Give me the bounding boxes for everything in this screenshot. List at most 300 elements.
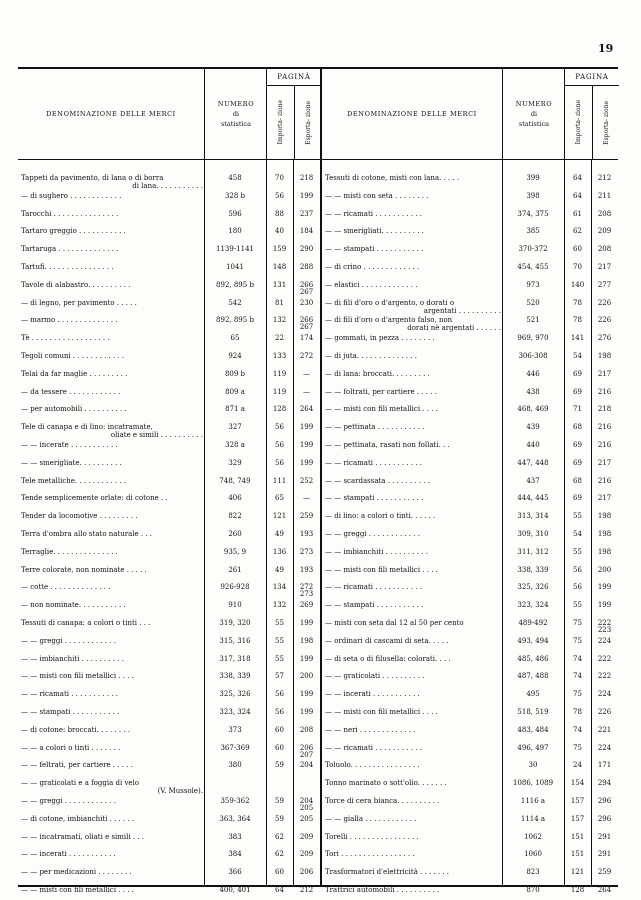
- statistic-number: 521: [526, 316, 540, 325]
- goods-name: — misti con seta dal 12 al 50 per cento: [325, 619, 464, 627]
- statistic-number: 458: [228, 174, 242, 182]
- goods-name: — — smerigliate. . . . . . . . . .: [21, 458, 122, 467]
- statistic-number: 323, 324: [219, 708, 251, 716]
- goods-name: — — stampati . . . . . . . . . . .: [325, 601, 424, 610]
- import-page: 56: [275, 191, 284, 200]
- statistic-number: 1114 a: [520, 814, 546, 823]
- goods-name: — — misti con seta . . . . . . . .: [325, 191, 429, 200]
- export-page: 198: [597, 547, 612, 556]
- import-page: 111: [272, 476, 287, 485]
- statistic-number: 468, 469: [517, 405, 549, 414]
- import-page: 132: [272, 601, 287, 610]
- goods-name: Tartufi. . . . . . . . . . . . . . . .: [21, 263, 114, 271]
- import-page: 59: [275, 814, 284, 823]
- import-page: 78: [573, 298, 582, 307]
- export-page: 174: [299, 334, 314, 343]
- export-page: 199: [299, 654, 314, 663]
- export-page: 288: [299, 263, 314, 271]
- import-page: 75: [573, 619, 582, 627]
- export-page: 209: [299, 850, 314, 859]
- statistic-number: 338, 339: [517, 565, 549, 574]
- statistic-number: 1060: [524, 850, 542, 859]
- export-page: 184: [299, 227, 314, 236]
- import-page: 78: [573, 316, 582, 325]
- goods-name: — — incerati . . . . . . . . . . .: [21, 850, 116, 859]
- page-header: PAGINA Importa- zione Esporta- zione: [564, 69, 619, 159]
- page-header: PAGINÀ Importa- zione Esporta- zione: [266, 69, 321, 159]
- import-page: 75: [573, 636, 582, 645]
- export-page: 217: [597, 369, 612, 378]
- import-page: 54: [573, 530, 582, 538]
- export-page: 217: [597, 458, 612, 467]
- export-page: 291: [597, 850, 612, 859]
- export-page: 200: [597, 565, 612, 574]
- export-page-2: 205: [299, 804, 314, 812]
- statistic-number: 1041: [226, 263, 244, 271]
- goods-name: Tegoli comuni . . . . . . . . . . . .: [21, 352, 125, 360]
- goods-name: — — ricamati . . . . . . . . . . .: [325, 743, 422, 752]
- statistic-number: 366: [228, 868, 242, 877]
- export-page: 294: [597, 779, 612, 788]
- import-page: 151: [570, 850, 585, 859]
- statistic-number: 823: [526, 868, 540, 877]
- goods-name: — — foltrati, per cartiere . . . . .: [325, 387, 437, 396]
- export-page: 198: [597, 352, 612, 360]
- export-page: 221: [597, 725, 612, 734]
- goods-name: — per automobili . . . . . . . . . .: [21, 405, 127, 414]
- statistic-number: 444, 445: [517, 494, 549, 503]
- goods-name: Tender da locomotive . . . . . . . . .: [21, 512, 138, 521]
- statistic-number: 385: [526, 227, 540, 236]
- export-page-2: 223: [597, 626, 612, 634]
- import-page: 121: [272, 512, 287, 521]
- export-page: 208: [597, 245, 612, 254]
- import-page: 62: [275, 850, 284, 859]
- statistic-number: 809 a: [225, 387, 245, 396]
- import-page: 68: [573, 476, 582, 485]
- statistic-number: 1139-1141: [216, 245, 254, 254]
- export-page: 266: [299, 316, 314, 325]
- statistic-number: 400, 401: [219, 886, 251, 894]
- import-page: 54: [573, 352, 582, 360]
- export-page: 277: [597, 280, 612, 289]
- goods-name: — — incerate . . . . . . . . . . .: [21, 441, 118, 449]
- statistic-number: 309, 310: [517, 530, 549, 538]
- export-page: 264: [597, 886, 612, 894]
- goods-name: Tessuti di cotone, misti con lana. . . . .: [325, 174, 460, 182]
- statistic-number: 542: [228, 298, 242, 307]
- goods-name: — — smerigliati. . . . . . . . . .: [325, 227, 424, 236]
- export-page: 218: [299, 174, 314, 182]
- statistic-number: 483, 484: [517, 725, 549, 734]
- import-page: 49: [275, 530, 284, 538]
- export-page: 226: [597, 298, 612, 307]
- export-page-2: 273: [299, 590, 314, 599]
- export-page-2: 207: [299, 750, 314, 759]
- export-page: 206: [299, 743, 314, 752]
- goods-name: — — incatramati, oliati e simili . . .: [21, 832, 144, 841]
- export-page: 259: [597, 868, 612, 877]
- import-header: Importa- zione: [575, 100, 582, 145]
- import-page: 60: [275, 743, 284, 752]
- export-page: 216: [597, 476, 612, 485]
- import-page: 55: [573, 601, 582, 610]
- goods-name: — — incerati . . . . . . . . . . .: [325, 690, 420, 699]
- export-page: 272: [299, 583, 314, 592]
- statistic-number: 311, 312: [517, 547, 549, 556]
- import-page: 74: [573, 672, 582, 681]
- export-page: 272: [299, 352, 314, 360]
- import-page: 69: [573, 387, 582, 396]
- import-page: 56: [275, 690, 284, 699]
- goods-name: — non nominate. . . . . . . . . . .: [21, 601, 126, 610]
- goods-name: — — a colori o tinti . . . . . . .: [21, 743, 121, 752]
- statistic-number: 260: [228, 530, 242, 538]
- goods-name: Torelli . . . . . . . . . . . . . . . .: [325, 832, 419, 841]
- export-page: 200: [299, 672, 314, 681]
- export-page: 266: [299, 280, 314, 289]
- export-page: 171: [597, 761, 612, 770]
- import-page: 141: [570, 334, 585, 343]
- statistic-number: 338, 339: [219, 672, 251, 681]
- import-page: 61: [573, 209, 582, 218]
- export-page: —: [303, 369, 310, 378]
- export-page: 198: [597, 530, 612, 538]
- export-page: 230: [299, 298, 314, 307]
- page-number: 19: [598, 42, 614, 55]
- import-page: 75: [573, 690, 582, 699]
- statistic-number: 383: [228, 832, 242, 841]
- goods-name: — — greggi . . . . . . . . . . . .: [21, 636, 117, 645]
- statistic-number: 446: [526, 369, 540, 378]
- statistic-number: 495: [526, 690, 540, 699]
- statistic-number: 910: [228, 601, 242, 610]
- statistic-number: 892, 895 b: [216, 316, 254, 325]
- import-page: 78: [573, 708, 582, 716]
- right-table: [320, 67, 618, 894]
- import-page: 148: [272, 263, 287, 271]
- export-page: 199: [299, 441, 314, 449]
- number-header: NUMERO di statistica: [502, 69, 565, 159]
- statistic-number: 306-308: [518, 352, 548, 360]
- import-page: 119: [272, 369, 287, 378]
- left-table: [18, 67, 320, 894]
- goods-name: Terraglie. . . . . . . . . . . . . . .: [21, 547, 118, 556]
- statistic-number: 399: [526, 174, 540, 182]
- import-page: 128: [570, 886, 585, 894]
- export-page: 224: [597, 743, 612, 752]
- export-page: 199: [299, 690, 314, 699]
- import-page: 65: [275, 494, 284, 503]
- statistic-number: 439: [526, 423, 540, 432]
- import-page: 56: [275, 441, 284, 449]
- statistic-number: 370-372: [518, 245, 548, 254]
- goods-name: — di fili d'oro o d'argento falso, non: [325, 316, 453, 325]
- goods-name: — di seta o di filusella: colorati. . . .: [325, 654, 451, 663]
- export-page-2: 267: [299, 323, 314, 332]
- export-page: 198: [299, 636, 314, 645]
- import-page: 55: [275, 654, 284, 663]
- statistic-number: 325, 326: [517, 583, 549, 592]
- goods-name: — di sughero . . . . . . . . . . . .: [21, 191, 122, 200]
- export-page: 212: [597, 174, 612, 182]
- statistic-number: 323, 324: [517, 601, 549, 610]
- goods-name: Tende semplicemente orlate: di cotone . .: [21, 494, 168, 503]
- import-page: 55: [573, 512, 582, 521]
- statistic-number: 315, 316: [219, 636, 251, 645]
- export-page-2: 267: [299, 287, 314, 296]
- goods-name-continued: (V. Mussole).: [157, 787, 203, 796]
- import-page: 56: [573, 583, 582, 592]
- statistic-number: 437: [526, 476, 540, 485]
- import-page: 71: [573, 405, 582, 414]
- statistic-number: 328 a: [225, 441, 245, 449]
- statistic-number: 1062: [524, 832, 542, 841]
- import-page: 119: [272, 387, 287, 396]
- import-page: 157: [570, 797, 585, 805]
- import-page: 154: [570, 779, 585, 788]
- goods-name: — di cotone, imbianchiti . . . . . .: [21, 814, 135, 823]
- goods-name: — — feltrati, per cartiere . . . . .: [21, 761, 133, 770]
- goods-name: Tori . . . . . . . . . . . . . . . . .: [325, 850, 415, 859]
- goods-name: — — imbianchiti . . . . . . . . . .: [325, 547, 428, 556]
- import-page: 24: [573, 761, 582, 770]
- statistic-number: 319, 320: [219, 619, 251, 627]
- statistic-number: 373: [228, 725, 242, 734]
- import-page: 56: [275, 458, 284, 467]
- import-page: 128: [272, 405, 287, 414]
- statistic-number: 518, 519: [517, 708, 549, 716]
- import-page: 68: [573, 423, 582, 432]
- goods-name: Terra d'ombra allo stato naturale . . .: [21, 530, 153, 538]
- export-page: 259: [299, 512, 314, 521]
- statistic-number: 871 a: [225, 405, 245, 414]
- import-page: 74: [573, 725, 582, 734]
- export-page: 276: [597, 334, 612, 343]
- export-page: 199: [299, 191, 314, 200]
- import-page: 69: [573, 441, 582, 449]
- goods-name: Tarocchi . . . . . . . . . . . . . . .: [21, 209, 119, 218]
- goods-name: — — misti con fili metallici . . . .: [325, 565, 438, 574]
- statistic-number: 359-362: [220, 797, 250, 805]
- denomination-header: DENOMINAZIONE DELLE MERCI: [46, 110, 176, 118]
- import-page: 59: [275, 797, 284, 805]
- export-page: 296: [597, 797, 612, 805]
- goods-name: — — ricamati . . . . . . . . . . .: [325, 458, 422, 467]
- goods-name: — — misti con fili metallici . . . .: [325, 708, 438, 716]
- export-page: 237: [299, 209, 314, 218]
- import-page: 55: [275, 619, 284, 627]
- import-page: 60: [275, 868, 284, 877]
- export-page: 208: [299, 725, 314, 734]
- export-page: 208: [597, 209, 612, 218]
- statistic-number: 363, 364: [219, 814, 251, 823]
- export-page: —: [303, 387, 310, 396]
- goods-name: — — greggi . . . . . . . . . . . .: [325, 530, 421, 538]
- goods-name: — di fili d'oro o d'argento, o dorati o: [325, 298, 455, 307]
- goods-name-continued: dorati nè argentati . . . . . .: [407, 324, 501, 333]
- import-page: 159: [272, 245, 287, 254]
- goods-name: — — stampati . . . . . . . . . . .: [21, 708, 120, 716]
- statistic-number: 973: [526, 280, 540, 289]
- goods-name: — — scardassata . . . . . . . . . .: [325, 476, 430, 485]
- export-page: 222: [597, 654, 612, 663]
- export-page: 217: [597, 263, 612, 271]
- statistic-number: 748, 749: [219, 476, 251, 485]
- export-page: 199: [597, 601, 612, 610]
- export-page: 217: [597, 494, 612, 503]
- goods-name: — — misti con fili metallici . . . .: [325, 405, 438, 414]
- goods-name: Tartaruga . . . . . . . . . . . . . .: [21, 245, 119, 254]
- export-page: 224: [597, 690, 612, 699]
- export-page: 216: [597, 441, 612, 449]
- goods-name: — — graticolati e a foggia di velo: [21, 779, 139, 788]
- import-page: 132: [272, 316, 287, 325]
- export-page: 198: [597, 512, 612, 521]
- export-page: 216: [597, 387, 612, 396]
- statistic-number: 870: [526, 886, 540, 894]
- import-page: 62: [275, 832, 284, 841]
- import-page: 74: [573, 654, 582, 663]
- import-page: 133: [272, 352, 287, 360]
- import-page: 40: [275, 227, 284, 236]
- goods-name: Telai da far maglie . . . . . . . . .: [21, 369, 128, 378]
- goods-name: Tessuti di canapa: a colori o tinti . . .: [21, 619, 151, 627]
- import-page: 157: [570, 814, 585, 823]
- statistic-number: 520: [526, 298, 540, 307]
- export-page: 205: [299, 814, 314, 823]
- statistic-number: 447, 448: [517, 458, 549, 467]
- statistic-number: 485, 486: [517, 654, 549, 663]
- import-page: 81: [275, 298, 284, 307]
- import-page: 57: [275, 672, 284, 681]
- statistic-number: 1086, 1089: [512, 779, 554, 788]
- export-page: 209: [299, 832, 314, 841]
- goods-name: Torce di cera bianca. . . . . . . . . .: [325, 797, 440, 805]
- import-page: 64: [573, 174, 582, 182]
- statistic-number: 809 b: [224, 369, 246, 378]
- goods-name-continued: oliate e simili . . . . . . . . . .: [110, 431, 203, 440]
- statistic-number: 313, 314: [517, 512, 549, 521]
- statistic-number: 261: [228, 565, 242, 574]
- export-page: 199: [299, 423, 314, 432]
- goods-name: — — ricamati . . . . . . . . . . .: [21, 690, 118, 699]
- statistic-number: 926-928: [220, 583, 250, 592]
- export-page: 264: [299, 405, 314, 414]
- statistic-number: 398: [526, 191, 540, 200]
- export-page: 199: [299, 708, 314, 716]
- import-page: 22: [275, 334, 284, 343]
- goods-name: — gommati, in pezza . . . . . . . .: [325, 334, 435, 343]
- export-page: 204: [299, 797, 314, 805]
- statistic-number: 892, 895 b: [216, 280, 254, 289]
- import-page: 70: [573, 263, 582, 271]
- statistic-number: 380: [228, 761, 242, 770]
- statistic-number: 328 b: [224, 191, 246, 200]
- export-page: 222: [597, 672, 612, 681]
- export-page: 218: [597, 405, 612, 414]
- goods-name: — elastici . . . . . . . . . . . . .: [325, 280, 418, 289]
- goods-name: — di cotone: broccati. . . . . . . .: [21, 725, 131, 734]
- import-page: 55: [573, 547, 582, 556]
- statistic-number: 406: [228, 494, 242, 503]
- import-page: 134: [272, 583, 287, 592]
- goods-name: Tavole di alabastro. . . . . . . . . .: [21, 280, 131, 289]
- export-page: 252: [299, 476, 314, 485]
- statistic-number: 438: [526, 387, 540, 396]
- goods-name: — — neri . . . . . . . . . . . . .: [325, 725, 416, 734]
- statistic-number: 374, 375: [517, 209, 549, 218]
- export-page: 211: [597, 191, 612, 200]
- goods-name: — — misti con fili metallici . . . .: [21, 672, 134, 681]
- statistic-number: 822: [228, 512, 242, 521]
- goods-name: — — graticolati . . . . . . . . . .: [325, 672, 425, 681]
- goods-name: Tartaro greggio . . . . . . . . . . .: [21, 227, 126, 236]
- import-page: 64: [275, 886, 284, 894]
- goods-name-continued: argentati . . . . . . . . . .: [423, 306, 501, 315]
- import-page: 55: [275, 636, 284, 645]
- goods-name: Tè . . . . . . . . . . . . . . . . . .: [21, 334, 110, 343]
- import-page: 75: [573, 743, 582, 752]
- import-page: 69: [573, 458, 582, 467]
- left-table-header: [18, 69, 320, 160]
- export-page: 199: [597, 583, 612, 592]
- import-page: 140: [570, 280, 585, 289]
- statistic-number: 367-369: [220, 743, 250, 752]
- goods-name: Tappeti da pavimento, di lana o di borra: [21, 174, 164, 182]
- statistic-number: 496, 497: [517, 743, 549, 752]
- goods-name: — — ricamati . . . . . . . . . . .: [325, 583, 422, 592]
- number-header: NUMERO di statistica: [204, 69, 267, 159]
- goods-name: — — misti con fili metallici . . . .: [21, 886, 134, 894]
- statistic-number: 180: [228, 227, 242, 236]
- export-page: 193: [299, 565, 314, 574]
- statistic-number: 329: [228, 458, 242, 467]
- export-page: 291: [597, 832, 612, 841]
- goods-name: — — per medicazioni . . . . . . . .: [21, 868, 132, 877]
- statistic-number: 384: [228, 850, 242, 859]
- export-page: 226: [597, 316, 612, 325]
- statistic-number: 493, 494: [517, 636, 549, 645]
- import-page: 56: [275, 423, 284, 432]
- import-page: 70: [275, 174, 284, 182]
- export-page: 273: [299, 547, 314, 556]
- goods-name: Tele di canapa e di lino: incatramate,: [21, 423, 153, 432]
- import-page: 59: [275, 761, 284, 770]
- import-page: 60: [275, 725, 284, 734]
- goods-name: — — pettinata . . . . . . . . . . .: [325, 423, 425, 432]
- goods-name: — — pettinata, rasati non follati. . .: [325, 441, 450, 449]
- statistic-number: 487, 488: [517, 672, 549, 681]
- statistic-number: 327: [228, 423, 242, 432]
- import-page: 49: [275, 565, 284, 574]
- statistic-number: 1116 a: [520, 797, 546, 805]
- right-table-header: [322, 69, 618, 160]
- goods-name: — — gialla . . . . . . . . . . . .: [325, 814, 417, 823]
- import-page: 56: [275, 708, 284, 716]
- goods-name: — da tessere . . . . . . . . . . . .: [21, 387, 121, 396]
- export-header: Esporta- zione: [305, 100, 312, 145]
- statistic-number: 454, 455: [517, 263, 549, 271]
- statistic-number: 325, 326: [219, 690, 251, 699]
- export-page: 224: [597, 636, 612, 645]
- import-page: 62: [573, 227, 582, 236]
- goods-name: — — greggi . . . . . . . . . . . .: [21, 797, 117, 805]
- goods-name: Tele metalliche. . . . . . . . . . . .: [21, 476, 127, 485]
- statistic-number: 489-492: [518, 619, 548, 627]
- statistic-number: 30: [528, 761, 538, 770]
- left-table-body: [18, 160, 320, 894]
